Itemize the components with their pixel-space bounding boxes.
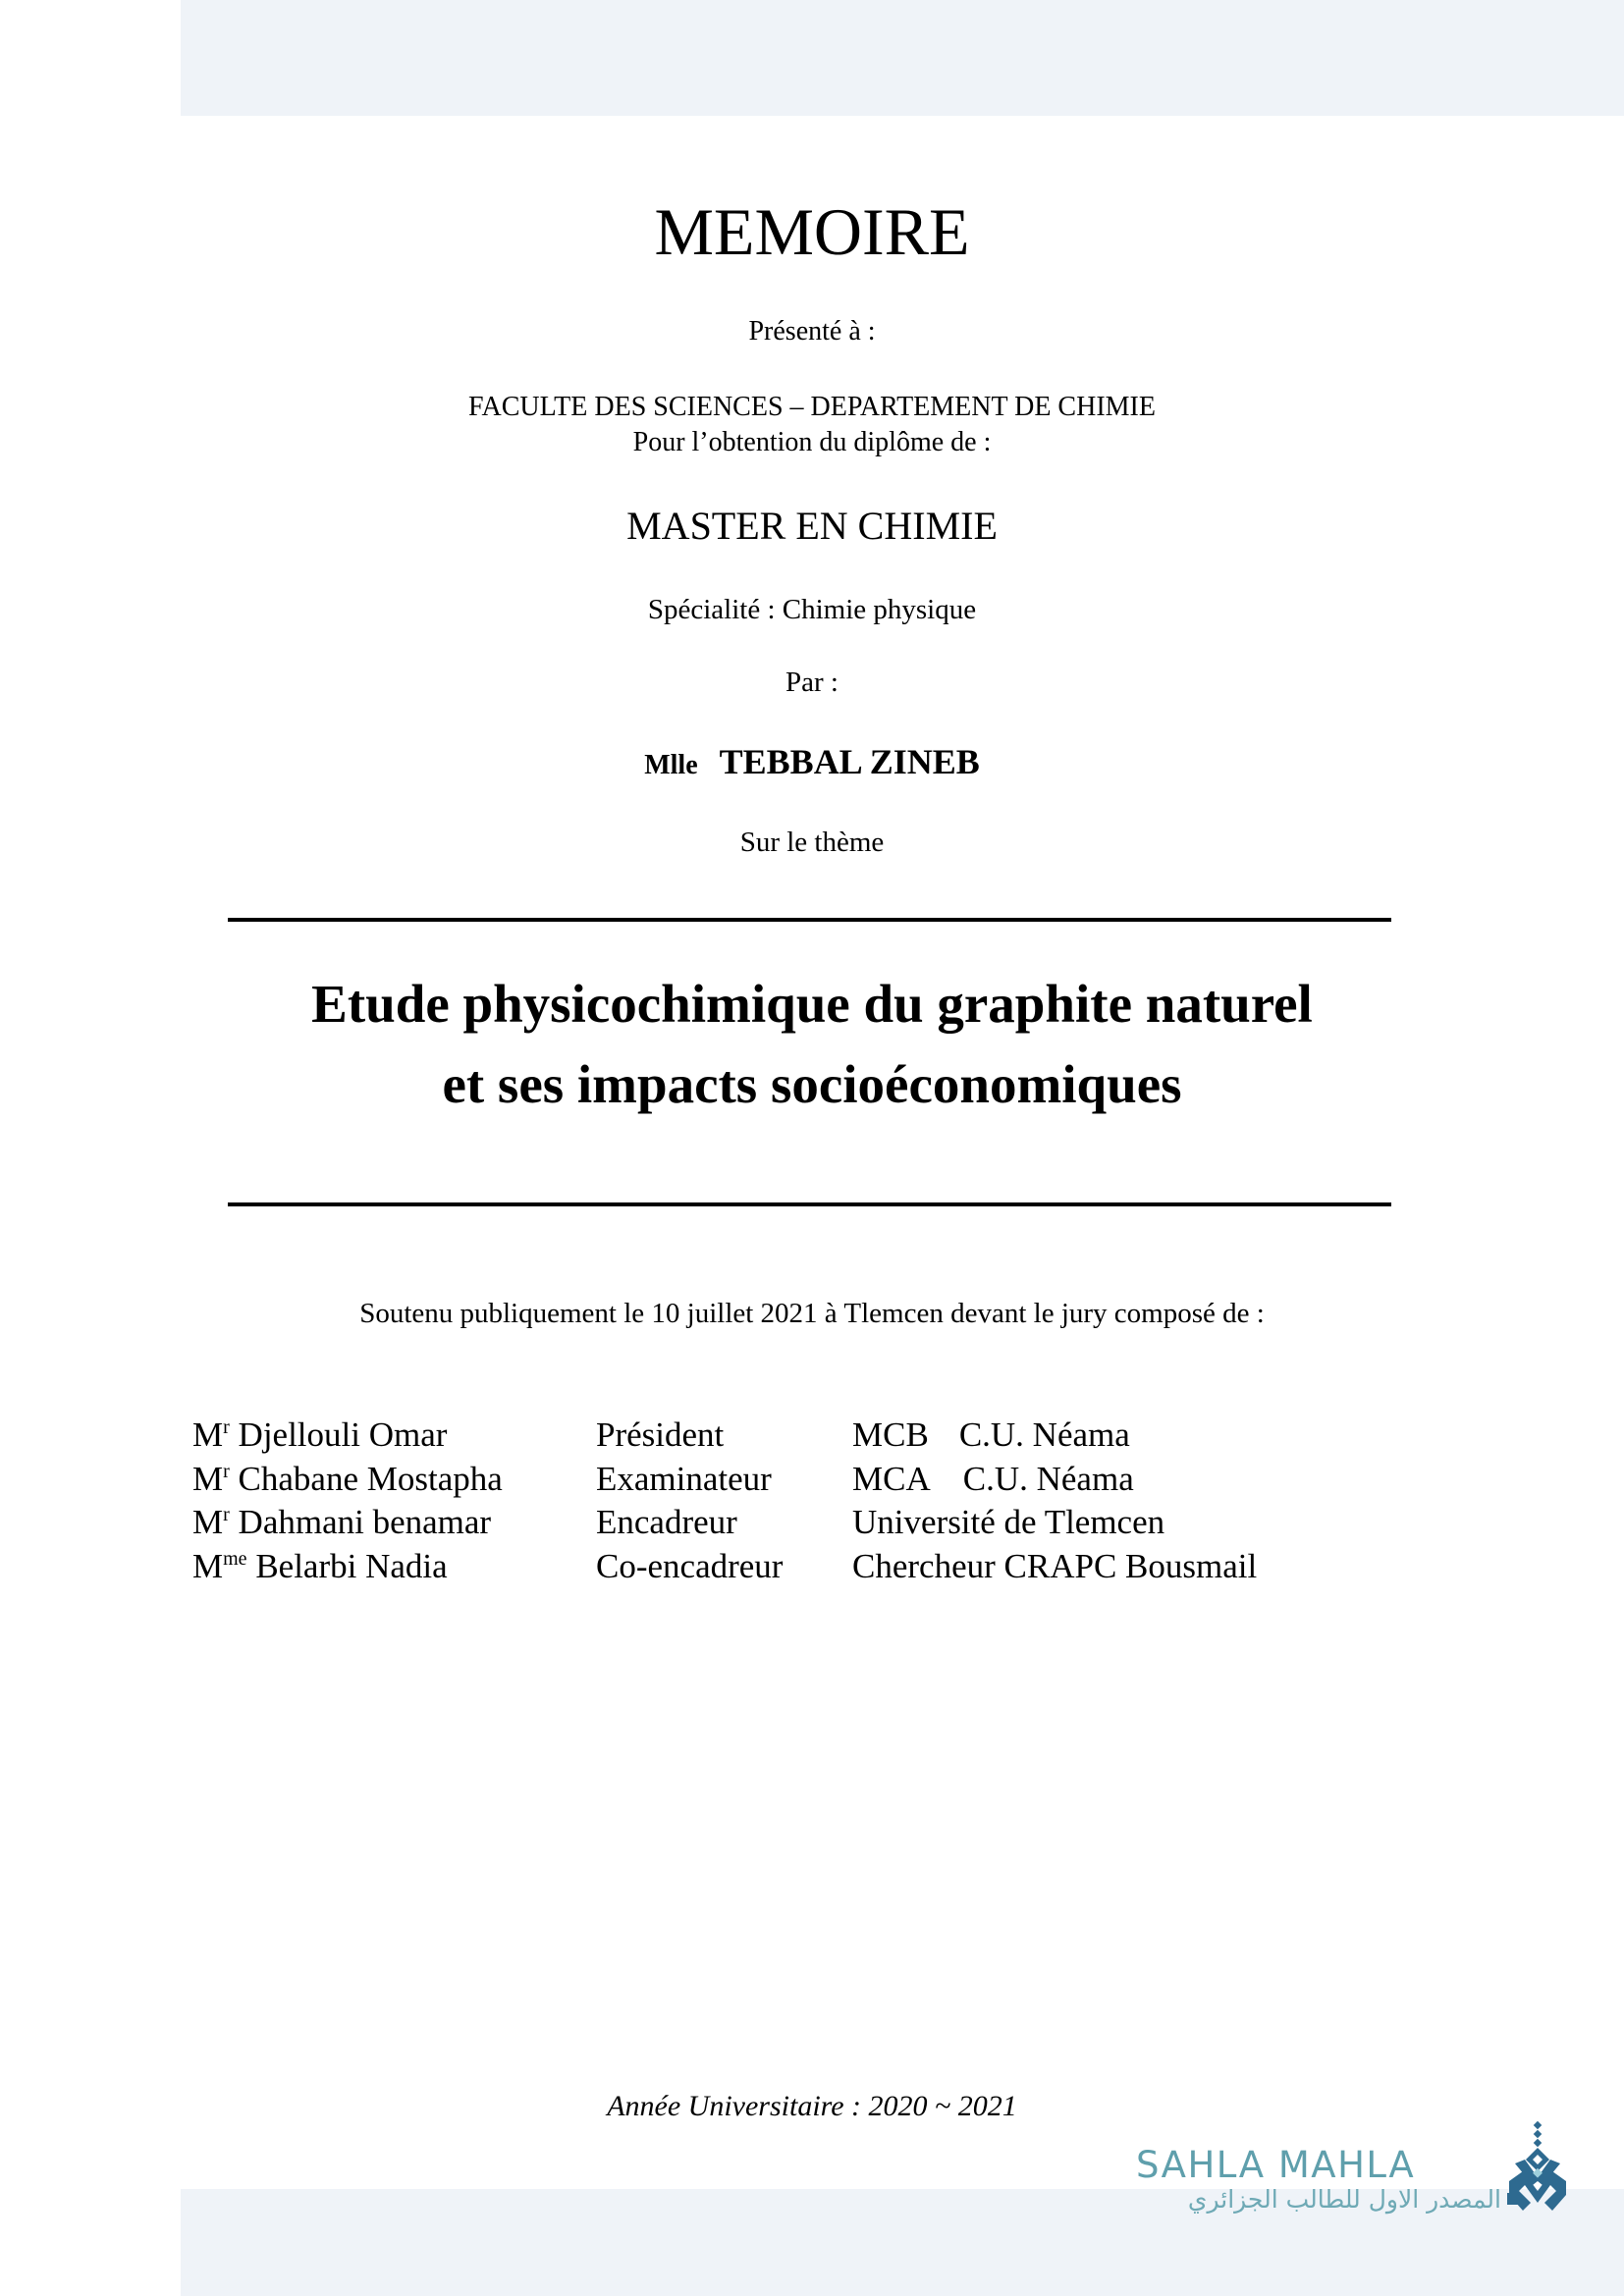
author-name: TEBBAL ZINEB: [719, 742, 980, 781]
author-prefix: Mlle: [644, 750, 698, 780]
jury-title: M: [192, 1459, 224, 1498]
jury-institution: C.U. Néama: [958, 1415, 1130, 1454]
jury-title: M: [192, 1415, 224, 1454]
calligraphy-logo-icon: [1505, 2120, 1570, 2215]
jury-title: M: [192, 1546, 224, 1585]
faculty-department: FACULTE DES SCIENCES – DEPARTEMENT DE CHIMIE: [468, 392, 1156, 422]
jury-member-role: Examinateur: [596, 1459, 772, 1498]
presented-to-label: Présenté à :: [748, 316, 876, 347]
degree-name: MASTER EN CHIMIE: [626, 504, 998, 548]
jury-member-affiliation: [852, 1414, 1130, 1458]
jury-member-name: [192, 1501, 491, 1550]
document-type-title: MEMOIRE: [654, 194, 970, 269]
theme-intro: Sur le thème: [739, 827, 885, 858]
jury-member-affiliation: [852, 1458, 1134, 1502]
by-label: Par :: [785, 667, 839, 698]
diploma-intro: Pour l’obtention du diplôme de :: [632, 427, 992, 457]
defense-statement: Soutenu publiquement le 10 juillet 2021 à Tlemcen devant le jury composé de :: [359, 1298, 1265, 1329]
author: [0, 740, 1624, 791]
jury-member-name: [192, 1414, 447, 1463]
jury-name: Djellouli Omar: [229, 1415, 448, 1454]
jury-member-name: [192, 1545, 448, 1594]
thesis-title: [0, 964, 1624, 1125]
watermark-tagline: المصدر الاول للطالب الجزائري: [1187, 2185, 1501, 2214]
watermark-brand: SAHLA MAHLA: [1136, 2144, 1416, 2186]
jury-member-affiliation: [852, 1545, 1257, 1589]
jury-member-affiliation: [852, 1501, 1164, 1545]
jury-member-role: Encadreur: [596, 1503, 737, 1541]
top-band: [181, 0, 1624, 116]
jury-member-name: [192, 1458, 503, 1507]
jury-grade: MCA: [852, 1459, 931, 1498]
thesis-title-line-2: et ses impacts socioéconomiques: [442, 1054, 1182, 1114]
jury-member-role: Président: [596, 1415, 725, 1454]
jury-title-sup: r: [223, 1460, 230, 1482]
specialty: Spécialité : Chimie physique: [647, 594, 977, 625]
sahla-mahla-watermark: [1134, 2120, 1576, 2218]
academic-year: Année Universitaire : 2020 ~ 2021: [607, 2090, 1017, 2122]
jury-title-sup: r: [223, 1504, 230, 1525]
jury-institution: C.U. Néama: [962, 1459, 1134, 1498]
jury-name: Belarbi Nadia: [255, 1546, 448, 1585]
jury-name: Dahmani benamar: [238, 1503, 492, 1541]
jury-title-sup: r: [223, 1416, 230, 1438]
jury-grade: MCB: [852, 1415, 929, 1454]
title-top-rule: [228, 918, 1391, 922]
jury-title: M: [192, 1503, 224, 1541]
jury-member-role: Co-encadreur: [596, 1546, 784, 1585]
jury-institution: Université de Tlemcen: [852, 1503, 1165, 1541]
title-bottom-rule: [228, 1202, 1391, 1206]
jury-institution: Chercheur CRAPC Bousmail: [852, 1546, 1258, 1585]
thesis-title-line-1: Etude physicochimique du graphite naturel: [311, 974, 1313, 1034]
jury-title-sup: me: [223, 1547, 247, 1570]
jury-name: Chabane Mostapha: [238, 1459, 503, 1498]
